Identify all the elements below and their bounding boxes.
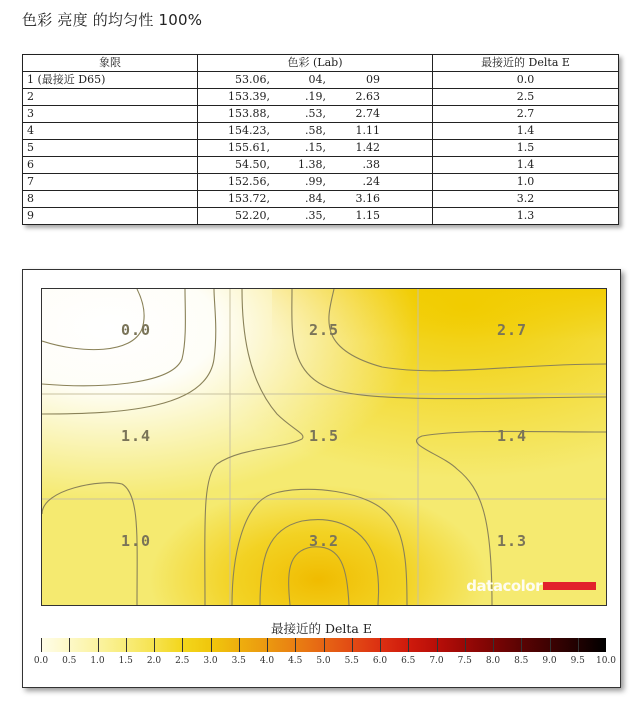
scale-tick-label: 1.0 <box>90 656 105 666</box>
quadrant-cell: 9 <box>23 208 198 225</box>
scale-segment <box>578 638 606 652</box>
scale-tick-label: 7.0 <box>429 656 444 666</box>
lab-b: 3.16 <box>355 192 380 205</box>
quadrant-cell: 4 <box>23 123 198 140</box>
table-row <box>23 208 619 225</box>
lab-b: 1.15 <box>355 209 380 222</box>
table-row <box>23 191 619 208</box>
delta-e-cell: 2.5 <box>433 89 619 106</box>
header-quadrant: 象限 <box>23 55 198 72</box>
scale-tick-label: 0.0 <box>33 656 49 666</box>
lab-l: 52.20, <box>235 209 270 222</box>
scale-segment <box>126 638 154 652</box>
scale-tick-label: 6.0 <box>372 656 388 666</box>
lab-a: .35, <box>305 209 326 222</box>
page-title: 色彩 亮度 的均匀性 100% <box>22 11 203 29</box>
delta-e-cell: 1.5 <box>433 140 619 157</box>
scale-tick-label: 10.0 <box>595 656 617 666</box>
scale-tick-label: 8.5 <box>514 656 529 666</box>
datacolor-logo <box>466 577 596 595</box>
delta-e-cell: 0.0 <box>433 72 619 89</box>
delta-e-cell: 2.7 <box>433 106 619 123</box>
lab-l: 152.56, <box>228 175 270 188</box>
scale-tick-label: 4.5 <box>288 656 303 666</box>
scale-tick-label: 5.0 <box>316 656 331 666</box>
table-row <box>23 123 619 140</box>
lab-cell <box>198 140 433 157</box>
lab-b: 2.63 <box>355 90 380 103</box>
header-delta-e: 最接近的 Delta E <box>433 55 619 72</box>
zone-label: 1.5 <box>308 427 340 445</box>
lab-cell <box>198 72 433 89</box>
scale-tick-label: 2.0 <box>146 656 162 666</box>
table-row <box>23 140 619 157</box>
delta-e-cell: 1.0 <box>433 174 619 191</box>
scale-segment <box>69 638 97 652</box>
table-row <box>23 106 619 123</box>
lab-b: .24 <box>362 175 380 188</box>
scale-tick-label: 1.5 <box>118 656 133 666</box>
quadrant-cell: 8 <box>23 191 198 208</box>
logo-bar <box>543 582 596 590</box>
zone-label: 1.4 <box>496 427 528 445</box>
lab-a: .19, <box>305 90 326 103</box>
color-scale <box>41 638 606 652</box>
lab-cell <box>198 89 433 106</box>
zone-label: 0.0 <box>120 321 152 339</box>
scale-segment <box>352 638 380 652</box>
lab-l: 53.06, <box>235 73 270 86</box>
lab-a: 1.38, <box>298 158 326 171</box>
lab-a: 04, <box>308 73 326 86</box>
table-row <box>23 72 619 89</box>
lab-a: .99, <box>305 175 326 188</box>
table-header-row <box>23 55 619 72</box>
scale-ticks <box>31 656 621 668</box>
zone-label: 1.3 <box>496 532 528 550</box>
quadrant-cell: 1 (最接近 D65) <box>23 72 198 89</box>
scale-segment <box>380 638 408 652</box>
lab-cell <box>198 157 433 174</box>
scale-tick-label: 9.5 <box>570 656 585 666</box>
scale-segment <box>324 638 352 652</box>
scale-segment <box>239 638 267 652</box>
scale-segment <box>465 638 493 652</box>
lab-l: 153.88, <box>228 107 270 120</box>
scale-tick-label: 3.5 <box>231 656 246 666</box>
lab-cell <box>198 208 433 225</box>
scale-segment <box>182 638 210 652</box>
table-row <box>23 174 619 191</box>
delta-e-cell: 1.4 <box>433 123 619 140</box>
quadrant-cell: 6 <box>23 157 198 174</box>
lab-cell <box>198 191 433 208</box>
delta-e-cell: 3.2 <box>433 191 619 208</box>
delta-e-cell: 1.4 <box>433 157 619 174</box>
scale-tick-label: 2.5 <box>175 656 190 666</box>
heatmap-plot <box>41 288 607 606</box>
zone-label: 3.2 <box>308 532 340 550</box>
lab-b: .38 <box>362 158 380 171</box>
scale-segment <box>521 638 549 652</box>
lab-b: 1.11 <box>355 124 380 137</box>
lab-l: 153.72, <box>228 192 270 205</box>
lab-cell <box>198 106 433 123</box>
scale-segment <box>493 638 521 652</box>
scale-tick-label: 9.0 <box>542 656 557 666</box>
scale-segment <box>211 638 239 652</box>
scale-segment <box>267 638 295 652</box>
lab-b: 09 <box>366 73 380 86</box>
zone-label: 2.5 <box>308 321 340 339</box>
uniformity-chart <box>22 269 621 688</box>
lab-a: .84, <box>305 192 326 205</box>
lab-l: 153.39, <box>228 90 270 103</box>
quadrant-cell: 2 <box>23 89 198 106</box>
zone-label: 1.0 <box>120 532 152 550</box>
uniformity-table <box>22 54 619 225</box>
scale-tick-label: 8.0 <box>485 656 501 666</box>
lab-l: 155.61, <box>228 141 270 154</box>
scale-tick-label: 4.0 <box>259 656 275 666</box>
lab-b: 2.74 <box>355 107 380 120</box>
table-row <box>23 157 619 174</box>
quadrant-cell: 7 <box>23 174 198 191</box>
scale-segment <box>98 638 126 652</box>
lab-a: .15, <box>305 141 326 154</box>
quadrant-cell: 5 <box>23 140 198 157</box>
logo-text: datacolor <box>466 577 542 595</box>
scale-segment <box>154 638 182 652</box>
lab-cell <box>198 174 433 191</box>
scale-tick-label: 3.0 <box>203 656 218 666</box>
scale-segment <box>408 638 436 652</box>
scale-tick-label: 6.5 <box>401 656 416 666</box>
scale-segment <box>295 638 323 652</box>
scale-tick-label: 0.5 <box>62 656 77 666</box>
scale-segment <box>550 638 578 652</box>
scale-segment <box>41 638 69 652</box>
lab-cell <box>198 123 433 140</box>
delta-e-cell: 1.3 <box>433 208 619 225</box>
zone-label: 1.4 <box>120 427 152 445</box>
legend-title: 最接近的 Delta E <box>271 621 372 636</box>
header-lab: 色彩 (Lab) <box>198 55 433 72</box>
lab-a: .58, <box>305 124 326 137</box>
lab-l: 54.50, <box>235 158 270 171</box>
lab-l: 154.23, <box>228 124 270 137</box>
scale-segment <box>437 638 465 652</box>
scale-tick-label: 5.5 <box>344 656 359 666</box>
scale-tick-label: 7.5 <box>457 656 472 666</box>
quadrant-cell: 3 <box>23 106 198 123</box>
lab-b: 1.42 <box>355 141 380 154</box>
zone-label: 2.7 <box>496 321 528 339</box>
table-row <box>23 89 619 106</box>
lab-a: .53, <box>305 107 326 120</box>
